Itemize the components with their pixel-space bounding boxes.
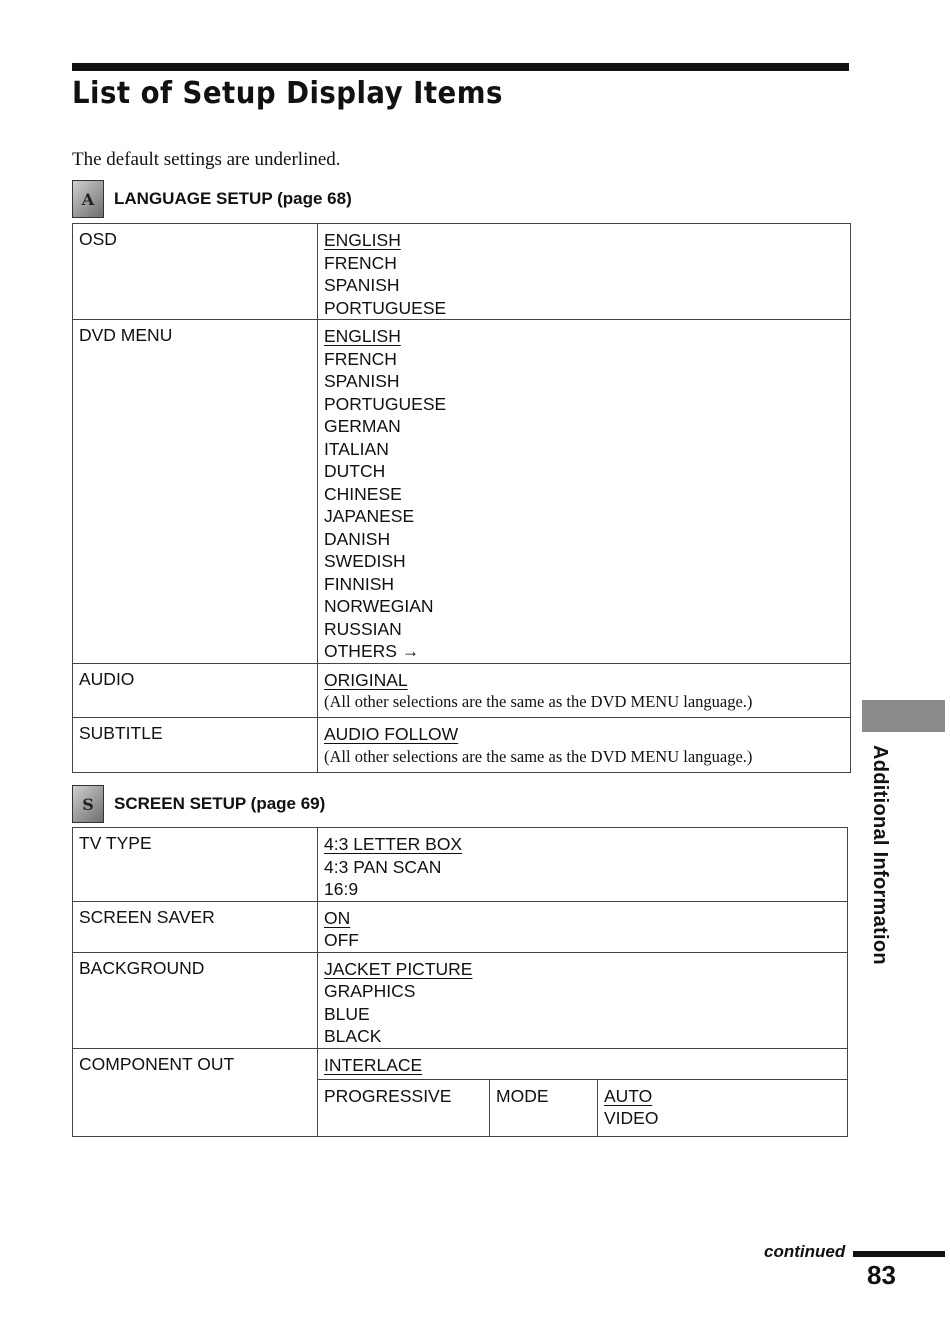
option: 16:9 xyxy=(324,879,359,899)
default-option: INTERLACE xyxy=(324,1054,423,1075)
setting-row xyxy=(73,320,851,664)
option: GRAPHICS xyxy=(324,981,416,1001)
option: OTHERS → xyxy=(324,641,420,661)
option: VIDEO xyxy=(604,1108,659,1128)
option: FRENCH xyxy=(324,348,397,369)
setting-label: TV TYPE xyxy=(73,828,318,902)
setting-options xyxy=(318,828,848,902)
setting-label: AUDIO xyxy=(73,663,318,718)
option: SPANISH xyxy=(324,371,400,391)
option: SPANISH xyxy=(324,275,400,295)
option: FRENCH xyxy=(324,252,397,273)
option: RUSSIAN xyxy=(324,618,402,639)
default-option: ENGLISH xyxy=(324,230,401,250)
screen-setup-title: SCREEN SETUP (page 69) xyxy=(114,794,326,813)
setting-options xyxy=(318,718,851,773)
option: DUTCH xyxy=(324,461,386,481)
setting-row xyxy=(73,901,848,952)
default-option: AUTO xyxy=(604,1085,653,1106)
option: JAPANESE xyxy=(324,506,415,526)
option: BLUE xyxy=(324,1003,370,1024)
screen-setup-table xyxy=(72,827,848,1137)
setting-label: BACKGROUND xyxy=(73,952,318,1048)
setting-row xyxy=(73,952,848,1048)
option: CHINESE xyxy=(324,483,402,504)
default-option: AUDIO FOLLOW xyxy=(324,724,459,744)
setting-label: DVD MENU xyxy=(73,320,318,664)
language-setup-heading xyxy=(72,179,352,219)
default-option: ON xyxy=(324,907,351,928)
option: FINNISH xyxy=(324,573,394,594)
progressive-label xyxy=(318,1080,490,1136)
setting-label: OSD xyxy=(73,224,318,320)
option: NORWEGIAN xyxy=(324,596,434,616)
default-option: JACKET PICTURE xyxy=(324,958,473,979)
option: DANISH xyxy=(324,528,391,549)
option: OFF xyxy=(324,930,359,950)
progressive-table xyxy=(318,1080,847,1136)
intro-text: The default settings are underlined. xyxy=(72,149,341,170)
option-note: (All other selections are the same as the DVD MENU language.) xyxy=(324,692,753,711)
setting-options xyxy=(318,1048,848,1079)
language-setup-title: LANGUAGE SETUP (page 68) xyxy=(114,189,352,208)
setting-options xyxy=(318,320,851,664)
mode-text: MODE xyxy=(496,1085,549,1106)
language-setup-table xyxy=(72,223,851,773)
option: PORTUGUESE xyxy=(324,297,447,318)
setting-options xyxy=(318,663,851,718)
top-rule xyxy=(72,63,849,71)
option: PORTUGUESE xyxy=(324,393,447,414)
setting-row xyxy=(73,718,851,773)
option: GERMAN xyxy=(324,416,401,436)
continued-label: continued xyxy=(764,1242,846,1261)
progressive-cell xyxy=(318,1079,848,1136)
setting-label: SUBTITLE xyxy=(73,718,318,773)
component-out-row xyxy=(73,1048,848,1079)
progressive-option: PROGRESSIVE xyxy=(324,1085,452,1106)
default-option: ENGLISH xyxy=(324,326,401,346)
section-side-tab xyxy=(862,700,945,732)
option: 4:3 PAN SCAN xyxy=(324,856,442,877)
setting-options xyxy=(318,224,851,320)
setting-options xyxy=(318,901,848,952)
continued-rule xyxy=(853,1251,945,1257)
page-title: List of Setup Display Items xyxy=(72,76,503,111)
screen-setup-icon: S xyxy=(72,785,104,823)
language-setup-icon: A xyxy=(72,180,104,218)
mode-label xyxy=(490,1080,598,1136)
option: ITALIAN xyxy=(324,438,389,459)
setting-row xyxy=(73,828,848,902)
page-number: 83 xyxy=(867,1260,896,1290)
section-side-label: Additional Information xyxy=(869,745,891,965)
setting-options xyxy=(318,952,848,1048)
setting-label: COMPONENT OUT xyxy=(73,1048,318,1136)
default-option: ORIGINAL xyxy=(324,669,408,690)
setting-row xyxy=(73,224,851,320)
option-note: (All other selections are the same as the DVD MENU language.) xyxy=(324,746,753,766)
setting-label: SCREEN SAVER xyxy=(73,901,318,952)
option: BLACK xyxy=(324,1026,382,1046)
setting-row xyxy=(73,663,851,718)
mode-options xyxy=(598,1080,848,1136)
option: SWEDISH xyxy=(324,551,406,571)
screen-setup-heading xyxy=(72,784,325,824)
default-option: 4:3 LETTER BOX xyxy=(324,834,463,854)
